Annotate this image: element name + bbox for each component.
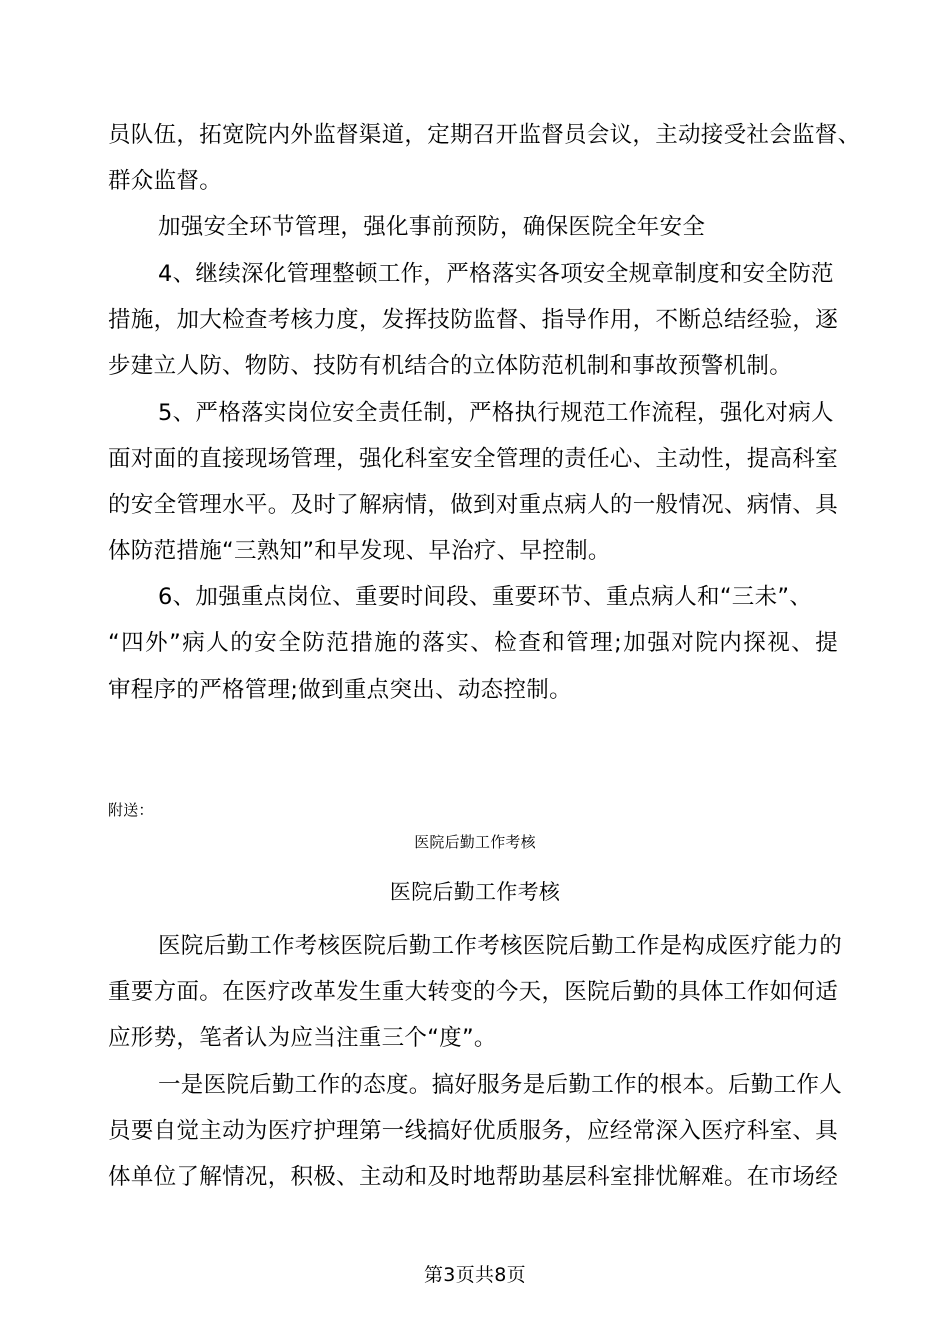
appendix-line: 应形势，笔者认为应当注重三个“度”。 (108, 1025, 497, 1051)
appendix-small-title: 医院后勤工作考核 (414, 833, 536, 851)
appendix-label: 附送： (108, 801, 154, 819)
body-line: 5、严格落实岗位安全责任制，严格执行规范工作流程，强化对病人 (158, 400, 834, 426)
body-line: 的安全管理水平。及时了解病情，做到对重点病人的一般情况、病情、具 (108, 492, 838, 518)
appendix-line: 医院后勤工作考核医院后勤工作考核医院后勤工作是构成医疗能力的 (158, 933, 843, 959)
body-line: 4、继续深化管理整顿工作，严格落实各项安全规章制度和安全防范 (158, 261, 834, 287)
body-line: 步建立人防、物防、技防有机结合的立体防范机制和事故预警机制。 (108, 353, 793, 379)
body-line: 群众监督。 (108, 168, 223, 194)
body-line: 6、加强重点岗位、重要时间段、重要环节、重点病人和“三未”、 (158, 584, 813, 610)
page-footer: 第3页共8页 (424, 1264, 526, 1286)
section-heading: 加强安全环节管理，强化事前预防，确保医院全年安全 (158, 214, 706, 240)
appendix-line: 一是医院后勤工作的态度。搞好服务是后勤工作的根本。后勤工作人 (158, 1072, 843, 1098)
body-line: “四外”病人的安全防范措施的落实、检查和管理;加强对院内探视、提 (108, 630, 838, 656)
body-line: 体防范措施“三熟知”和早发现、早治疗、早控制。 (108, 538, 611, 564)
appendix-line: 员要自觉主动为医疗护理第一线搞好优质服务，应经常深入医疗科室、具 (108, 1118, 838, 1144)
body-line: 面对面的直接现场管理，强化科室安全管理的责任心、主动性，提高科室 (108, 446, 838, 472)
appendix-line: 重要方面。在医疗改革发生重大转变的今天，医院后勤的具体工作如何适 (108, 979, 838, 1005)
appendix-title: 医院后勤工作考核 (389, 880, 561, 904)
appendix-line: 体单位了解情况，积极、主动和及时地帮助基层科室排忧解难。在市场经 (108, 1164, 838, 1190)
body-line: 审程序的严格管理;做到重点突出、动态控制。 (108, 677, 572, 703)
body-line: 措施，加大检查考核力度，发挥技防监督、指导作用，不断总结经验，逐 (108, 307, 838, 333)
body-line: 员队伍，拓宽院内外监督渠道，定期召开监督员会议，主动接受社会监督、 (108, 122, 861, 148)
